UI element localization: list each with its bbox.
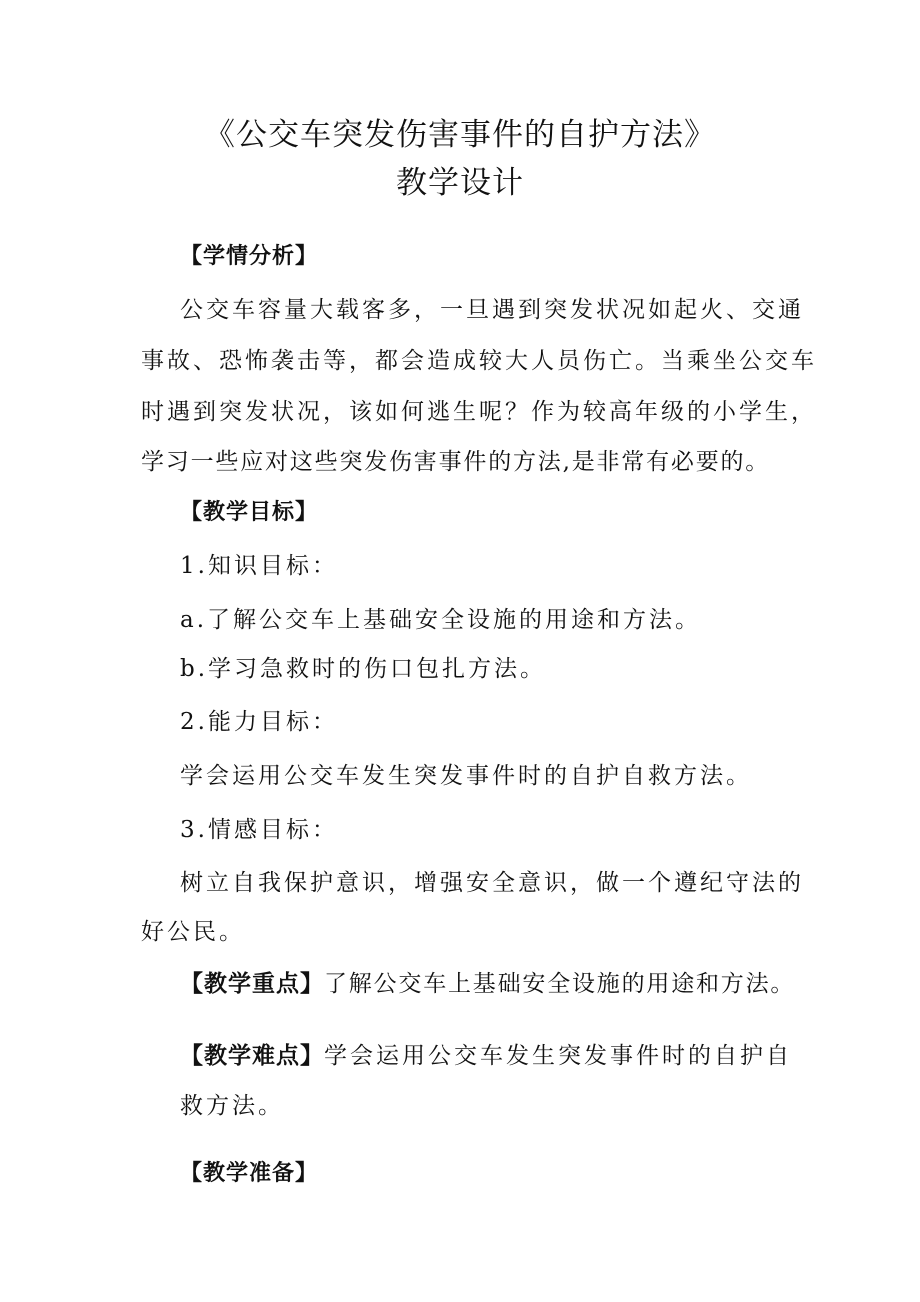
key-point-text: 了解公交车上基础安全设施的用途和方法。: [324, 971, 796, 997]
section-heading-key-point: 【教学重点】: [180, 971, 324, 997]
difficulty-line: [180, 1039, 792, 1073]
key-point-line: [180, 967, 795, 1001]
emotion-goal-label: 3.情感目标：: [180, 817, 338, 843]
emotion-goal-text-line: 树立自我保护意识，增强安全意识，做一个遵纪守法的: [180, 870, 804, 896]
analysis-paragraph-line: 学习一些应对这些突发伤害事件的方法,是非常有必要的。: [141, 449, 771, 475]
analysis-paragraph-line: 公交车容量大载客多，一旦遇到突发状况如起火、交通: [180, 297, 804, 323]
difficulty-text-continued: 救方法。: [180, 1093, 284, 1119]
knowledge-goal-b: b.学习急救时的伤口包扎方法。: [180, 656, 547, 682]
section-heading-goals: 【教学目标】: [180, 500, 319, 525]
ability-goal-text: 学会运用公交车发生突发事件时的自护自救方法。: [180, 763, 752, 789]
emotion-goal-text-line: 好公民。: [141, 919, 245, 945]
analysis-paragraph-line: 时遇到突发状况，该如何逃生呢？作为较高年级的小学生，: [141, 399, 817, 425]
document-title: 《公交车突发伤害事件的自护方法》: [204, 117, 716, 153]
section-heading-preparation: 【教学准备】: [180, 1161, 319, 1186]
section-heading-analysis: 【学情分析】: [180, 244, 319, 269]
section-heading-difficulty: 【教学难点】: [180, 1043, 324, 1069]
knowledge-goal-label: 1.知识目标：: [180, 553, 338, 579]
knowledge-goal-a: a.了解公交车上基础安全设施的用途和方法。: [180, 607, 702, 633]
ability-goal-label: 2.能力目标：: [180, 709, 338, 735]
analysis-paragraph-line: 事故、恐怖袭击等，都会造成较大人员伤亡。当乘坐公交车: [141, 348, 817, 374]
difficulty-text: 学会运用公交车发生突发事件时的自护自: [324, 1043, 792, 1069]
document-subtitle: 教学设计: [396, 165, 524, 201]
